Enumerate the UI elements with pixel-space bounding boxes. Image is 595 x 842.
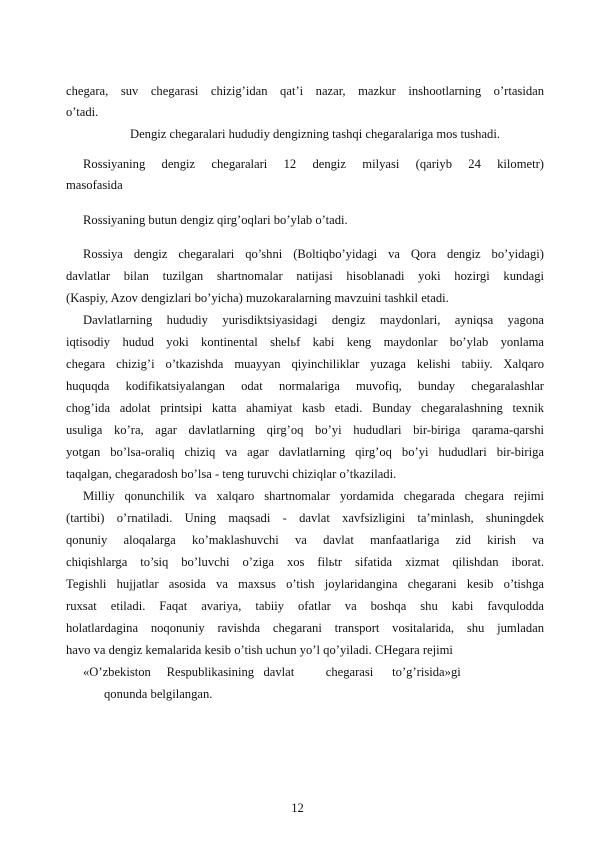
text-line: (tartibi) o’rnatiladi. Uning maqsadi - davlat xavfsizligini ta’minlash, shuningdek [66,511,544,525]
text-line: Davlatlarning hududiy yurisdiktsiyasidagi dengiz maydonlari, ayniqsa yagona [83,313,544,327]
text-line: chegara, suv chegarasi chizig’idan qat’i nazar, mazkur inshootlarning o’rtasidan [66,84,544,98]
text-line: qonuniy aloqalarga ko’maklashuvchi va davlat manfaatlariga zid kirish va [66,533,544,547]
text-line: o’tadi. [66,105,99,119]
text-line: huquqda kodifikatsiyalangan odat normalariga muvofiq, bunday chegaralashlar [66,379,544,393]
text-line: havo va dengiz kemalarida kesib o’tish uchun yo’l qo’yiladi. CHegara rejimi [66,643,453,657]
text-line: usuliga ko’ra, agar davlatlarning qirg’oq bo’yi hududlari bir-biriga qarama-qarshi [66,423,544,437]
text-line: ruxsat etiladi. Faqat avariya, tabiiy ofatlar va boshqa shu kabi favqulodda [66,599,544,613]
text-line: taqalgan, chegaradosh bo’lsa - teng turuvchi chiziqlar o’tkaziladi. [66,467,397,481]
text-line: qonunda belgilangan. [104,687,213,701]
text-line: Rossiyaning butun dengiz qirg’oqlari bo’ylab o’tadi. [83,213,348,227]
text-line: chiqishlarga to’siq bo’luvchi o’ziga xos filьtr sifatida xizmat qilishdan iborat. [66,555,544,569]
text-line: Rossiyaning dengiz chegaralari 12 dengiz milyasi (qariyb 24 kilometr) [83,157,544,171]
text-line: davlatlar bilan tuzilgan shartnomalar natijasi hisoblanadi yoki hozirgi kundagi [66,269,544,283]
text-line: iqtisodiy hudud yoki kontinental shelьf kabi keng maydonlar bo’ylab yonlama [66,335,544,349]
text-line: Tegishli hujjatlar asosida va maxsus o’tish joylaridangina chegarani kesib o’tishga [66,577,544,591]
text-line: yotgan bo’lsa-oraliq chiziq va agar davlatlarning qirg’oq bo’yi hududlari bir-biriga [66,445,544,459]
text-line: masofasida [66,178,123,192]
text-line: «O’zbekiston Respublikasining davlat chegarasi to’g’risida»gi [83,665,461,679]
text-line: holatlardagina noqonuniy ravishda chegarani transport vositalarida, shu jumladan [66,621,544,635]
text-line: (Kaspiy, Azov dengizlari bo’yicha) muzokaralarning mavzuini tashkil etadi. [66,291,449,305]
text-line: Rossiya dengiz chegaralari qo’shni (Boltiqbo’yidagi va Qora dengiz bo’yidagi) [83,247,544,261]
text-line: chog’ida adolat printsipi katta ahamiyat kasb etadi. Bunday chegaralashning texnik [66,401,544,415]
text-line: chegara chizig’i o’tkazishda muayyan qiyinchiliklar yuzaga kelishi tabiiy. Xalqaro [66,357,544,371]
text-line: Dengiz chegaralari hududiy dengizning tashqi chegaralariga mos tushadi. [130,127,500,141]
text-line: Milliy qonunchilik va xalqaro shartnomalar yordamida chegarada chegara rejimi [83,489,544,503]
page-number: 12 [291,801,304,815]
